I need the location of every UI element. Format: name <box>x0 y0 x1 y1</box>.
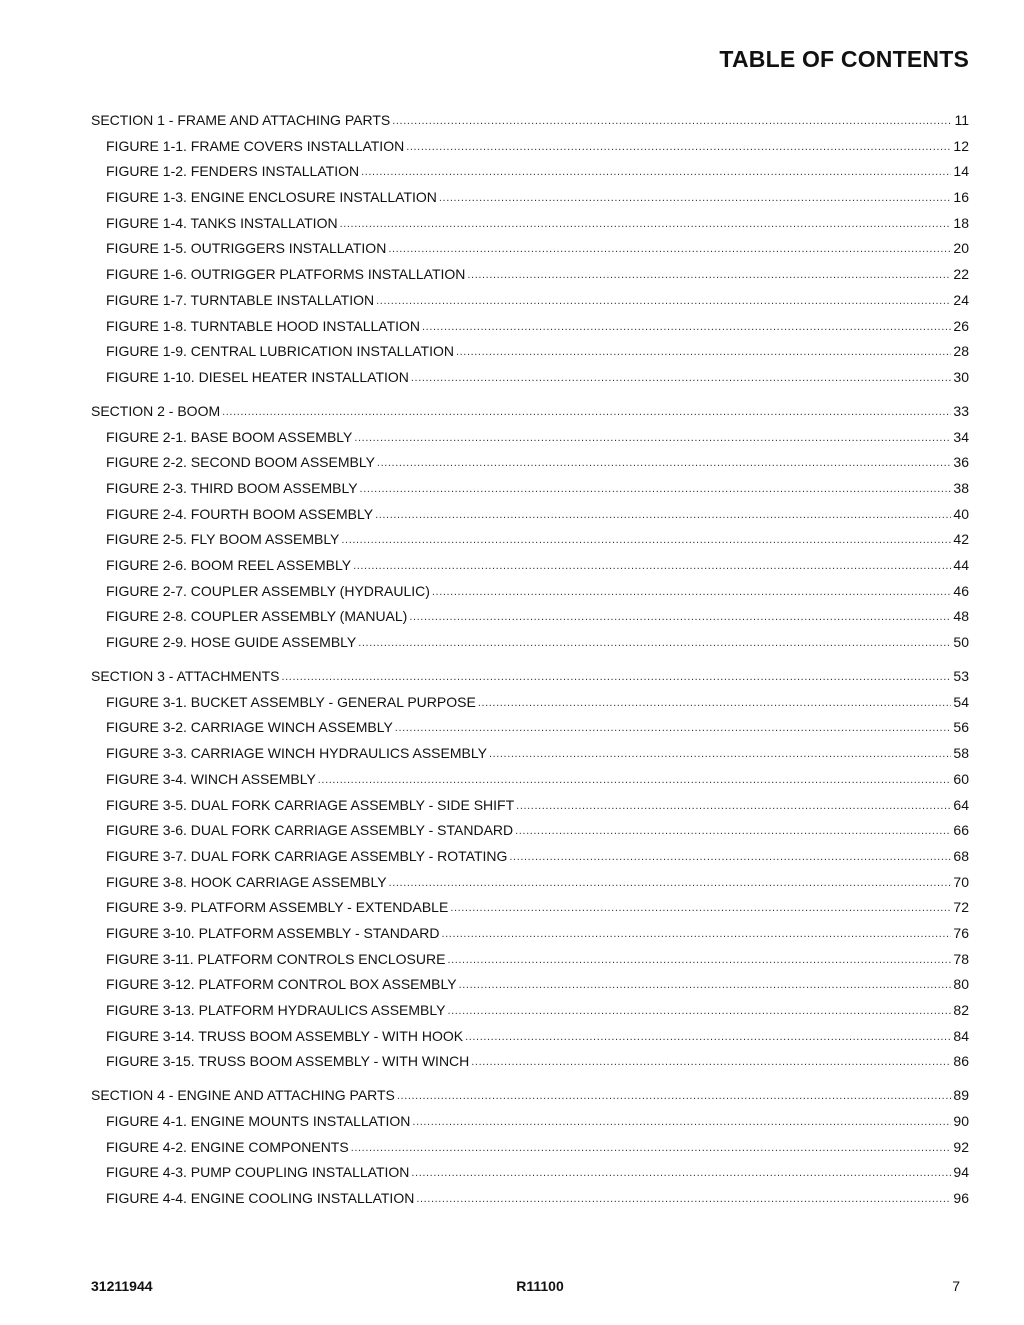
toc-entry-page: 68 <box>953 847 969 864</box>
toc-entry-label: FIGURE 3-7. DUAL FORK CARRIAGE ASSEMBLY - ROTATING <box>106 847 508 864</box>
toc-entry-page: 22 <box>953 266 969 283</box>
toc-section-entry[interactable] <box>91 104 969 128</box>
dot-leader <box>340 217 952 231</box>
toc-entry-label: FIGURE 3-10. PLATFORM ASSEMBLY - STANDARD <box>106 924 440 941</box>
toc-entry-page: 11 <box>954 112 969 128</box>
dot-leader <box>489 747 951 761</box>
toc-entry-label: FIGURE 3-2. CARRIAGE WINCH ASSEMBLY <box>106 719 393 736</box>
toc-figure-entry[interactable] <box>91 1018 969 1044</box>
dot-leader <box>351 1141 952 1155</box>
toc-entry-label: FIGURE 1-5. OUTRIGGERS INSTALLATION <box>106 240 387 257</box>
toc-entry-label: FIGURE 4-4. ENGINE COOLING INSTALLATION <box>106 1190 415 1207</box>
toc-entry-label: FIGURE 2-4. FOURTH BOOM ASSEMBLY <box>106 505 374 522</box>
toc-entry-page: 58 <box>953 745 969 762</box>
toc-figure-entry[interactable] <box>91 992 969 1018</box>
toc-entry-page: 90 <box>953 1113 969 1130</box>
toc-entry-page: 48 <box>953 608 969 625</box>
dot-leader <box>516 799 951 813</box>
dot-leader <box>341 533 951 547</box>
toc-entry-label: SECTION 3 - ATTACHMENTS <box>91 668 280 685</box>
dot-leader <box>360 482 952 496</box>
footer-model: R11100 <box>516 1278 564 1294</box>
toc-entry-page: 56 <box>953 719 969 736</box>
toc-figure-entry[interactable] <box>91 445 969 471</box>
dot-leader <box>471 1055 951 1069</box>
toc-entry-page: 36 <box>953 454 969 471</box>
dot-leader <box>459 978 952 992</box>
dot-leader <box>282 670 952 684</box>
toc-entry-label: FIGURE 2-3. THIRD BOOM ASSEMBLY <box>106 479 358 496</box>
toc-entry-page: 84 <box>953 1027 969 1044</box>
toc-figure-entry[interactable] <box>91 735 969 761</box>
dot-leader <box>377 456 952 470</box>
toc-figure-entry[interactable] <box>91 547 969 573</box>
toc-figure-entry[interactable] <box>91 231 969 257</box>
toc-entry-label: FIGURE 1-6. OUTRIGGER PLATFORMS INSTALLATION <box>106 266 466 283</box>
toc-figure-entry[interactable] <box>91 1103 969 1129</box>
toc-entry-page: 46 <box>953 582 969 599</box>
toc-figure-entry[interactable] <box>91 522 969 548</box>
toc-figure-entry[interactable] <box>91 334 969 360</box>
toc-entry-page: 96 <box>953 1190 969 1207</box>
toc-entry-page: 54 <box>953 693 969 710</box>
dot-leader <box>467 268 951 282</box>
toc-entry-label: FIGURE 3-4. WINCH ASSEMBLY <box>106 770 316 787</box>
toc-entry-label: FIGURE 3-1. BUCKET ASSEMBLY - GENERAL PURPOSE <box>106 693 476 710</box>
toc-entry-page: 76 <box>953 924 969 941</box>
toc-entry-page: 16 <box>953 189 969 206</box>
toc-figure-entry[interactable] <box>91 496 969 522</box>
toc-section-entry[interactable] <box>91 1069 969 1103</box>
toc-figure-entry[interactable] <box>91 154 969 180</box>
toc-entry-label: FIGURE 3-6. DUAL FORK CARRIAGE ASSEMBLY - STANDARD <box>106 822 514 839</box>
dot-leader <box>389 876 952 890</box>
toc-entry-page: 20 <box>953 240 969 257</box>
dot-leader <box>358 636 951 650</box>
toc-section-entry[interactable] <box>91 385 969 419</box>
toc-entry-page: 64 <box>953 796 969 813</box>
toc-entry-page: 24 <box>953 291 969 308</box>
toc-figure-entry[interactable] <box>91 1044 969 1070</box>
toc-entry-page: 80 <box>953 976 969 993</box>
dot-leader <box>441 927 951 941</box>
toc-entry-label: FIGURE 3-14. TRUSS BOOM ASSEMBLY - WITH HOOK <box>106 1027 464 1044</box>
toc-entry-label: FIGURE 3-15. TRUSS BOOM ASSEMBLY - WITH WINCH <box>106 1053 470 1070</box>
toc-entry-page: 94 <box>953 1164 969 1181</box>
toc-entry-page: 30 <box>953 368 969 385</box>
toc-entry-label: FIGURE 1-1. FRAME COVERS INSTALLATION <box>106 137 405 154</box>
dot-leader <box>439 191 952 205</box>
dot-leader <box>450 901 951 915</box>
dot-leader <box>422 320 951 334</box>
dot-leader <box>465 1030 951 1044</box>
toc-figure-entry[interactable] <box>91 967 969 993</box>
dot-leader <box>354 431 951 445</box>
toc-figure-entry[interactable] <box>91 890 969 916</box>
toc-entry-label: FIGURE 3-3. CARRIAGE WINCH HYDRAULICS ASSEMBLY <box>106 745 487 762</box>
toc-entry-label: FIGURE 1-9. CENTRAL LUBRICATION INSTALLATION <box>106 343 454 360</box>
toc-entry-label: FIGURE 2-5. FLY BOOM ASSEMBLY <box>106 531 340 548</box>
toc-figure-entry[interactable] <box>91 128 969 154</box>
toc-entry-page: 28 <box>953 343 969 360</box>
dot-leader <box>406 140 951 154</box>
toc-entry-label: FIGURE 1-10. DIESEL HEATER INSTALLATION <box>106 368 409 385</box>
dot-leader <box>388 242 951 256</box>
dot-leader <box>478 696 952 710</box>
toc-entry-page: 26 <box>953 317 969 334</box>
toc-entry-label: FIGURE 3-11. PLATFORM CONTROLS ENCLOSURE <box>106 950 446 967</box>
toc-figure-entry[interactable] <box>91 624 969 650</box>
dot-leader <box>515 824 951 838</box>
toc-figure-entry[interactable] <box>91 838 969 864</box>
toc-entry-label: FIGURE 1-3. ENGINE ENCLOSURE INSTALLATION <box>106 189 437 206</box>
toc-entry-label: FIGURE 1-8. TURNTABLE HOOD INSTALLATION <box>106 317 421 334</box>
dot-leader <box>416 1192 951 1206</box>
dot-leader <box>361 165 951 179</box>
toc-figure-entry[interactable] <box>91 684 969 710</box>
toc-entry-page: 38 <box>953 479 969 496</box>
dot-leader <box>222 405 951 419</box>
footer-doc-number: 31211944 <box>91 1278 153 1294</box>
dot-leader <box>447 1004 951 1018</box>
toc-entry-label: FIGURE 2-1. BASE BOOM ASSEMBLY <box>106 428 353 445</box>
dot-leader <box>412 1115 951 1129</box>
dot-leader <box>376 294 951 308</box>
toc-entry-label: SECTION 2 - BOOM <box>91 402 221 419</box>
toc-entry-page: 34 <box>953 428 969 445</box>
toc-figure-entry[interactable] <box>91 470 969 496</box>
toc-entry-label: FIGURE 3-13. PLATFORM HYDRAULICS ASSEMBLY <box>106 1002 446 1018</box>
dot-leader <box>411 371 952 385</box>
toc-entry-page: 92 <box>953 1138 969 1155</box>
dot-leader <box>509 850 951 864</box>
toc-figure-entry[interactable] <box>91 1180 969 1206</box>
toc-entry-label: FIGURE 2-9. HOSE GUIDE ASSEMBLY <box>106 634 357 651</box>
page-title: TABLE OF CONTENTS <box>719 46 969 72</box>
dot-leader <box>318 773 952 787</box>
toc-entry-page: 86 <box>953 1053 969 1070</box>
toc-figure-entry[interactable] <box>91 1129 969 1155</box>
toc-entry-page: 12 <box>953 137 969 154</box>
toc-figure-entry[interactable] <box>91 915 969 941</box>
dot-leader <box>409 610 951 624</box>
toc-entry-label: FIGURE 4-2. ENGINE COMPONENTS <box>106 1138 349 1155</box>
toc-entry-page: 33 <box>953 402 969 419</box>
toc-entry-page: 18 <box>953 214 969 231</box>
dot-leader <box>353 559 951 573</box>
toc-entry-page: 60 <box>953 770 969 787</box>
toc-entry-label: SECTION 4 - ENGINE AND ATTACHING PARTS <box>91 1087 395 1104</box>
dot-leader <box>411 1166 951 1180</box>
toc-entry-label: FIGURE 2-7. COUPLER ASSEMBLY (HYDRAULIC) <box>106 582 430 599</box>
toc-entry-label: FIGURE 3-9. PLATFORM ASSEMBLY - EXTENDABLE <box>106 899 449 916</box>
toc-entry-label: FIGURE 1-4. TANKS INSTALLATION <box>106 214 338 231</box>
toc-figure-entry[interactable] <box>91 256 969 282</box>
toc-entry-label: FIGURE 2-8. COUPLER ASSEMBLY (MANUAL) <box>106 608 408 625</box>
toc-entry-page: 14 <box>953 163 969 180</box>
toc-entry-page: 44 <box>953 557 969 573</box>
toc-figure-entry[interactable] <box>91 179 969 205</box>
dot-leader <box>392 114 952 128</box>
toc-entry-label: FIGURE 3-5. DUAL FORK CARRIAGE ASSEMBLY - SIDE SHIFT <box>106 796 515 813</box>
toc-figure-entry[interactable] <box>91 282 969 308</box>
toc-figure-entry[interactable] <box>91 599 969 625</box>
toc-entry-label: FIGURE 2-6. BOOM REEL ASSEMBLY <box>106 557 352 573</box>
dot-leader <box>375 508 951 522</box>
dot-leader <box>395 721 952 735</box>
toc-entry-label: FIGURE 4-1. ENGINE MOUNTS INSTALLATION <box>106 1113 411 1130</box>
toc-figure-entry[interactable] <box>91 787 969 813</box>
toc-entry-page: 66 <box>953 822 969 839</box>
toc-entry-page: 50 <box>953 634 969 651</box>
toc-figure-entry[interactable] <box>91 710 969 736</box>
dot-leader <box>447 953 951 967</box>
toc-entry-page: 72 <box>953 899 969 916</box>
toc-figure-entry[interactable] <box>91 813 969 839</box>
toc-entry-label: FIGURE 1-7. TURNTABLE INSTALLATION <box>106 291 375 308</box>
toc-section-entry[interactable] <box>91 650 969 684</box>
dot-leader <box>456 345 951 359</box>
toc-entry-page: 89 <box>953 1087 969 1104</box>
toc-entry-page: 53 <box>953 668 969 685</box>
toc-entry-label: SECTION 1 - FRAME AND ATTACHING PARTS <box>91 112 391 128</box>
toc-figure-entry[interactable] <box>91 419 969 445</box>
toc-entry-page: 70 <box>953 873 969 890</box>
toc-entry-page: 40 <box>953 505 969 522</box>
toc-figure-entry[interactable] <box>91 573 969 599</box>
toc-entry-page: 42 <box>953 531 969 548</box>
table-of-contents <box>91 104 969 1206</box>
toc-entry-page: 78 <box>953 950 969 967</box>
footer-page-number: 7 <box>952 1278 960 1294</box>
dot-leader <box>397 1089 952 1103</box>
toc-entry-label: FIGURE 2-2. SECOND BOOM ASSEMBLY <box>106 454 375 471</box>
toc-figure-entry[interactable] <box>91 1155 969 1181</box>
toc-figure-entry[interactable] <box>91 205 969 231</box>
toc-entry-label: FIGURE 3-8. HOOK CARRIAGE ASSEMBLY <box>106 873 387 890</box>
toc-entry-page: 82 <box>953 1002 969 1018</box>
toc-figure-entry[interactable] <box>91 941 969 967</box>
toc-figure-entry[interactable] <box>91 864 969 890</box>
toc-figure-entry[interactable] <box>91 359 969 385</box>
toc-figure-entry[interactable] <box>91 761 969 787</box>
toc-figure-entry[interactable] <box>91 308 969 334</box>
toc-entry-label: FIGURE 3-12. PLATFORM CONTROL BOX ASSEMBLY <box>106 976 457 993</box>
dot-leader <box>432 585 952 599</box>
toc-entry-label: FIGURE 1-2. FENDERS INSTALLATION <box>106 163 360 180</box>
toc-entry-label: FIGURE 4-3. PUMP COUPLING INSTALLATION <box>106 1164 410 1181</box>
